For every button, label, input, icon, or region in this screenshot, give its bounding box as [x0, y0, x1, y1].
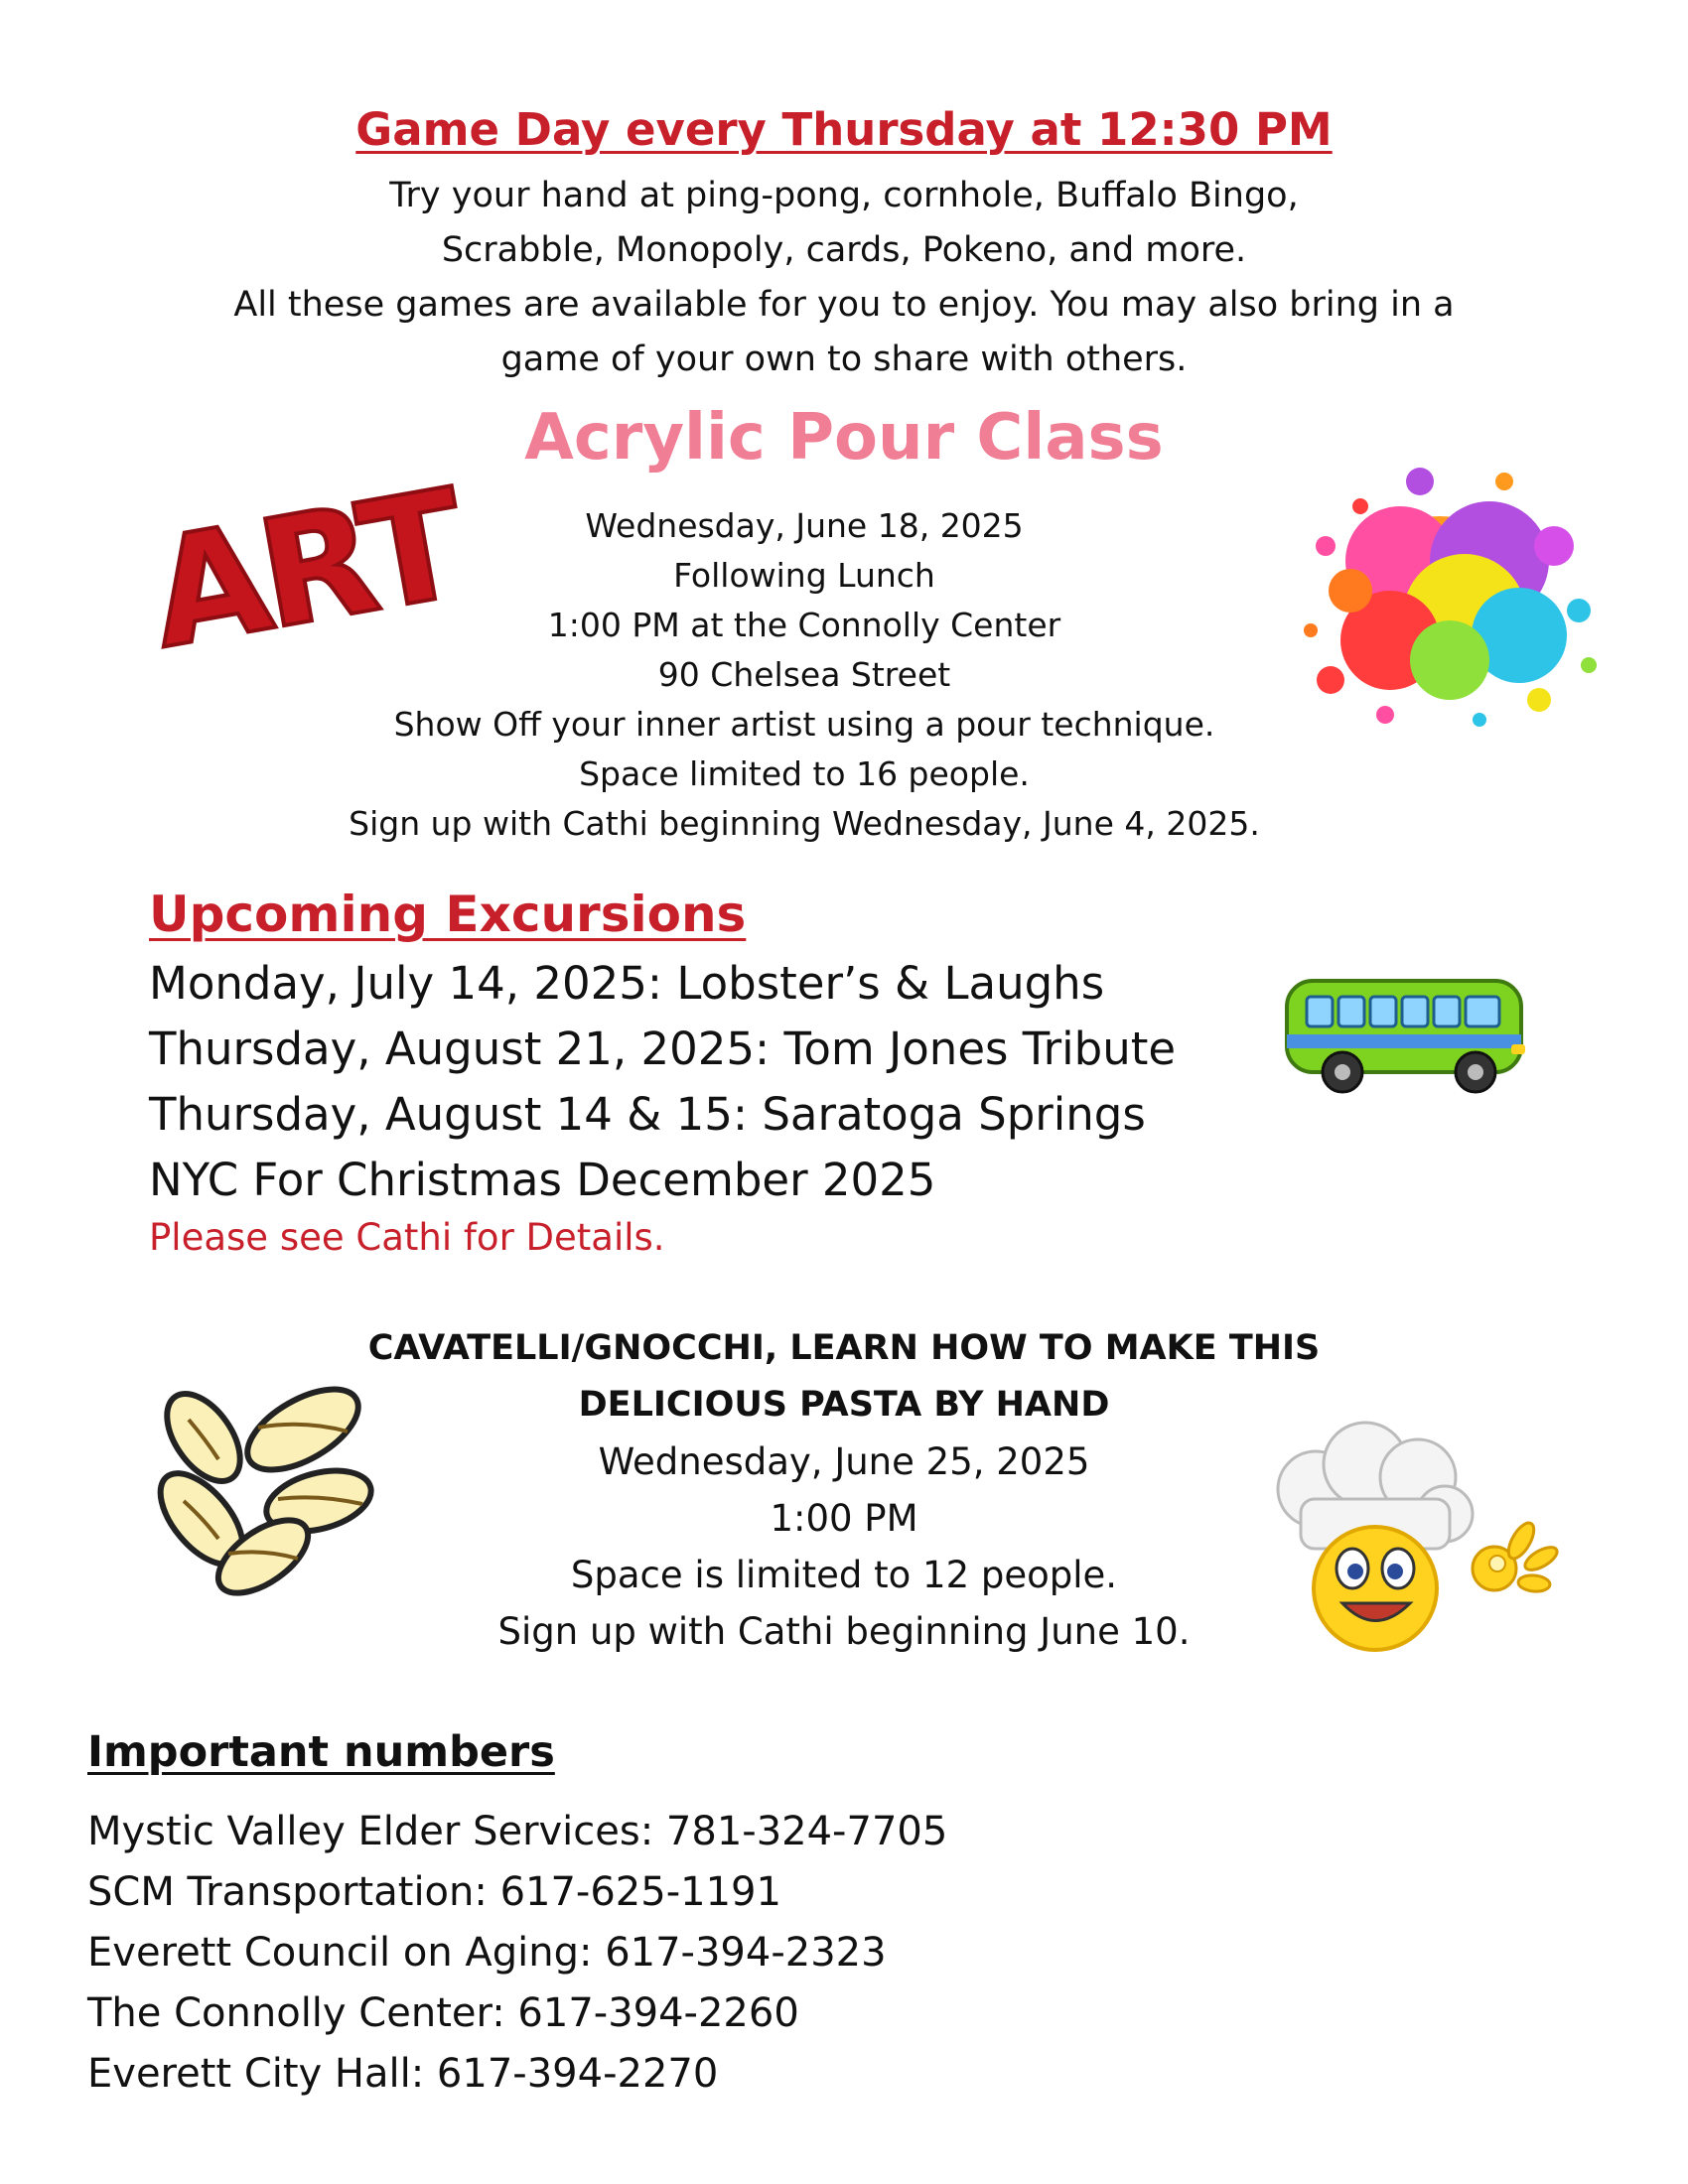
cavatelli-icon — [144, 1390, 372, 1593]
phone-number-item: Everett City Hall: 617-394-2270 — [87, 2051, 719, 2097]
paint-splash-icon — [1291, 452, 1599, 740]
phone-number-item: Everett Council on Aging: 617-394-2323 — [87, 1930, 887, 1976]
chef-emoji-icon — [1261, 1420, 1559, 1658]
important-numbers-list — [87, 1802, 947, 2105]
pasta-title-line: CAVATELLI/GNOCCHI, LEARN HOW TO MAKE THIS — [367, 1328, 1321, 1368]
excursion-item: Thursday, August 21, 2025: Tom Jones Tribute — [149, 1023, 1177, 1075]
excursion-item: NYC For Christmas December 2025 — [149, 1154, 936, 1206]
bus-icon — [1281, 973, 1539, 1102]
acrylic-pour-details — [199, 501, 1410, 849]
pasta-line: Sign up with Cathi beginning June 10. — [497, 1610, 1191, 1653]
game-day-line: All these games are available for you to enjoy. You may also bring in a — [233, 285, 1455, 325]
excursion-item: Thursday, August 14 & 15: Saratoga Springs — [149, 1088, 1146, 1141]
pasta-line: Wednesday, June 25, 2025 — [598, 1440, 1090, 1483]
pasta-line: 1:00 PM — [770, 1497, 918, 1540]
phone-number-item: Mystic Valley Elder Services: 781-324-7705 — [87, 1809, 948, 1854]
game-day-title: Game Day every Thursday at 12:30 PM — [355, 103, 1333, 156]
acrylic-line: Following Lunch — [673, 556, 935, 595]
pasta-line: Space is limited to 12 people. — [570, 1554, 1118, 1596]
acrylic-line: 90 Chelsea Street — [657, 655, 951, 694]
excursions-note: Please see Cathi for Details. — [149, 1216, 665, 1259]
acrylic-line: Sign up with Cathi beginning Wednesday, June 4, 2025. — [349, 804, 1260, 843]
acrylic-line: Show Off your inner artist using a pour technique. — [393, 705, 1215, 744]
important-numbers-title: Important numbers — [87, 1727, 555, 1777]
acrylic-pour-title: Acrylic Pour Class — [524, 401, 1164, 475]
acrylic-line: Space limited to 16 people. — [579, 754, 1030, 793]
art-word: ART — [139, 458, 472, 682]
game-day-line: Scrabble, Monopoly, cards, Pokeno, and more. — [441, 230, 1247, 270]
acrylic-line: Wednesday, June 18, 2025 — [585, 506, 1024, 545]
excursion-item: Monday, July 14, 2025: Lobster’s & Laughs — [149, 957, 1105, 1010]
phone-number-item: The Connolly Center: 617-394-2260 — [87, 1990, 799, 2036]
phone-number-item: SCM Transportation: 617-625-1191 — [87, 1869, 781, 1915]
game-day-line: Try your hand at ping-pong, cornhole, Buffalo Bingo, — [389, 176, 1299, 215]
excursions-title: Upcoming Excursions — [149, 886, 747, 943]
game-day-line: game of your own to share with others. — [500, 340, 1188, 379]
pasta-title-line: DELICIOUS PASTA BY HAND — [578, 1385, 1110, 1425]
excursions-list — [149, 951, 1176, 1213]
game-day-description — [0, 169, 1688, 387]
acrylic-line: 1:00 PM at the Connolly Center — [547, 606, 1061, 644]
